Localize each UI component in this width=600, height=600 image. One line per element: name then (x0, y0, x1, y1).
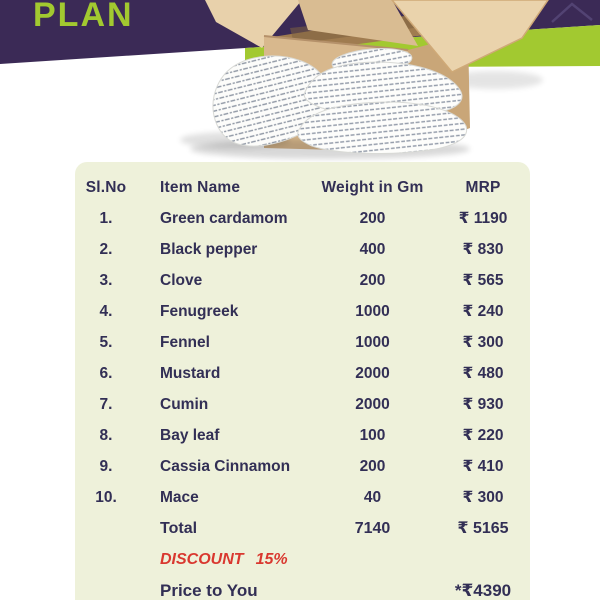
cell-slno: 6. (99, 365, 113, 382)
cell-slno: 4. (99, 303, 113, 320)
cell-mrp: ₹ 300 (462, 334, 504, 351)
cell-slno: 9. (99, 458, 113, 475)
cell-mrp: ₹ 480 (462, 365, 504, 382)
cell-mrp: ₹ 830 (462, 241, 504, 258)
header-weight: Weight in Gm (321, 179, 424, 196)
cell-slno (75, 513, 137, 544)
cell-slno: 7. (99, 396, 113, 413)
total-weight: 7140 (354, 520, 391, 537)
cell-mrp: ₹ 1190 (458, 210, 508, 227)
cell-weight (309, 575, 436, 600)
cell-item: Mustard (160, 365, 221, 382)
cell-item: Mace (160, 489, 199, 506)
cell-item: Clove (160, 272, 203, 289)
header-item: Item Name (160, 179, 241, 196)
cell-slno: 5. (99, 334, 113, 351)
cell-slno: 3. (99, 272, 113, 289)
cell-weight: 1000 (355, 303, 390, 320)
cell-slno: 10. (95, 489, 117, 506)
cell-weight: 1000 (355, 334, 390, 351)
total-label: Total (160, 520, 198, 537)
cell-mrp: ₹ 300 (462, 489, 504, 506)
cell-item: Bay leaf (160, 427, 220, 444)
price-table-card (75, 162, 530, 600)
cell-slno (75, 544, 137, 575)
cell-weight: 100 (359, 427, 386, 444)
cell-mrp: ₹ 220 (462, 427, 504, 444)
cell-weight: 200 (359, 272, 386, 289)
header-mrp: MRP (465, 179, 501, 196)
discount-text (137, 544, 436, 575)
cell-slno: 8. (99, 427, 113, 444)
cell-weight: 200 (359, 458, 386, 475)
discount-value: 15% (255, 551, 288, 568)
cell-mrp: ₹ 565 (462, 272, 504, 289)
price-label: Price to You (160, 581, 258, 600)
cell-mrp (436, 544, 530, 575)
cell-slno (75, 575, 137, 600)
cell-weight: 40 (363, 489, 382, 506)
cell-item: Cumin (160, 396, 209, 413)
cell-weight: 2000 (355, 396, 390, 413)
cell-item: Fenugreek (160, 303, 239, 320)
cell-weight: 2000 (355, 365, 390, 382)
cell-item: Black pepper (160, 241, 258, 258)
cell-weight: 200 (359, 210, 386, 227)
cell-slno: 2. (99, 241, 113, 258)
total-mrp: ₹ 5165 (457, 520, 509, 537)
cell-slno: 1. (99, 210, 113, 227)
header-slno: Sl.No (85, 179, 127, 196)
cell-item: Green cardamom (160, 210, 288, 227)
cell-mrp: ₹ 240 (462, 303, 504, 320)
price-value: *₹4390 (454, 581, 512, 600)
cell-item: Fennel (160, 334, 210, 351)
plan-title: PLAN (33, 0, 134, 34)
cell-mrp: ₹ 930 (462, 396, 504, 413)
cell-item: Cassia Cinnamon (160, 458, 291, 475)
discount-label: DISCOUNT (160, 551, 244, 568)
cell-weight: 400 (359, 241, 386, 258)
price-table (75, 162, 530, 600)
cell-mrp: ₹ 410 (462, 458, 504, 475)
